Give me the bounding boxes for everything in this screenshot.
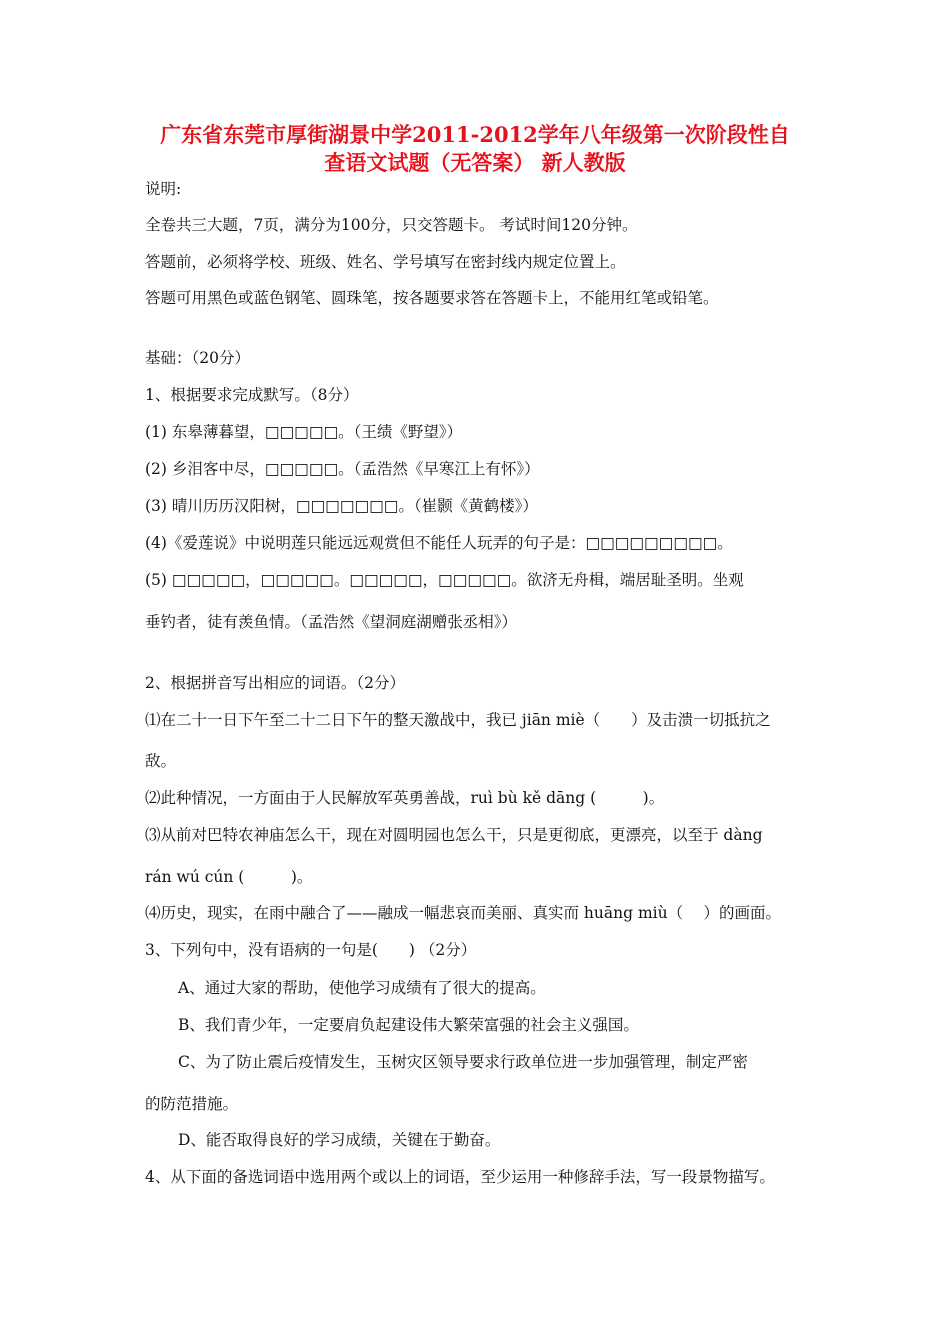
intro-line: 答题前，必须将学校、班级、姓名、学号填写在密封线内规定位置上。	[145, 253, 626, 271]
question-1-item: (4)《爱莲说》中说明莲只能远远观赏但不能任人玩弄的句子是：□□□□□□□□□。	[145, 534, 733, 552]
intro-line: 全卷共三大题，7页，满分为100分，只交答题卡。 考试时间120分钟。	[145, 216, 638, 234]
question-1-item: (1) 东皋薄暮望，□□□□□。（王绩《野望》）	[145, 423, 463, 441]
question-2-item: ⑵此种情况，一方面由于人民解放军英勇善战，ruì bù kě dāng ( )。	[145, 789, 665, 807]
question-2-item: ⑷历史，现实，在雨中融合了——融成一幅悲哀而美丽、真实而 huāng miù（ ）的画面。	[145, 904, 782, 922]
question-3-option-c: C、为了防止震后疫情发生，玉树灾区领导要求行政单位进一步加强管理，制定严密	[178, 1053, 748, 1071]
title-line-1: 广东省东莞市厚街湖景中学2011-2012学年八年级第一次阶段性自	[160, 122, 790, 147]
question-2-item: ⑴在二十一日下午至二十二日下午的整天激战中，我已 jiān miè（ ）及击溃一切抵抗之	[145, 711, 771, 729]
question-3-option-c-continued: 的防范措施。	[145, 1095, 239, 1113]
intro-heading: 说明:	[145, 180, 182, 198]
question-2-item: rán wú cún ( )。	[145, 868, 313, 886]
question-1-item: 垂钓者，徒有羡鱼情。（孟浩然《望洞庭湖赠张丞相》）	[145, 613, 518, 631]
question-2-stem: 2、根据拼音写出相应的词语。（2分）	[145, 674, 405, 692]
question-2-item: 敌。	[145, 752, 177, 770]
question-3-option-d: D、能否取得良好的学习成绩，关键在于勤奋。	[178, 1131, 501, 1149]
question-4-stem: 4、从下面的备选词语中选用两个或以上的词语，至少运用一种修辞手法，写一段景物描写。	[145, 1168, 775, 1186]
question-1-item: (2) 乡泪客中尽，□□□□□。（孟浩然《早寒江上有怀》）	[145, 460, 540, 478]
question-1-stem: 1、根据要求完成默写。（8分）	[145, 386, 359, 404]
question-3-stem: 3、下列句中，没有语病的一句是( ) （2分）	[145, 941, 477, 959]
question-1-item: (3) 晴川历历汉阳树，□□□□□□□。（崔颢《黄鹤楼》）	[145, 497, 538, 515]
question-3-option-a: A、通过大家的帮助，使他学习成绩有了很大的提高。	[178, 979, 546, 997]
question-3-option-b: B、我们青少年，一定要肩负起建设伟大繁荣富强的社会主义强国。	[178, 1016, 639, 1034]
question-1-item: (5) □□□□□，□□□□□。□□□□□，□□□□□。欲济无舟楫，端居耻圣明。坐观	[145, 571, 744, 589]
intro-line: 答题可用黑色或蓝色钢笔、圆珠笔，按各题要求答在答题卡上，不能用红笔或铅笔。	[145, 289, 719, 307]
title-line-2: 查语文试题（无答案） 新人教版	[324, 150, 626, 175]
section-heading: 基础：（20分）	[145, 349, 250, 367]
question-2-item: ⑶从前对巴特农神庙怎么干，现在对圆明园也怎么干，只是更彻底，更漂亮，以至于 dàng	[145, 826, 763, 844]
